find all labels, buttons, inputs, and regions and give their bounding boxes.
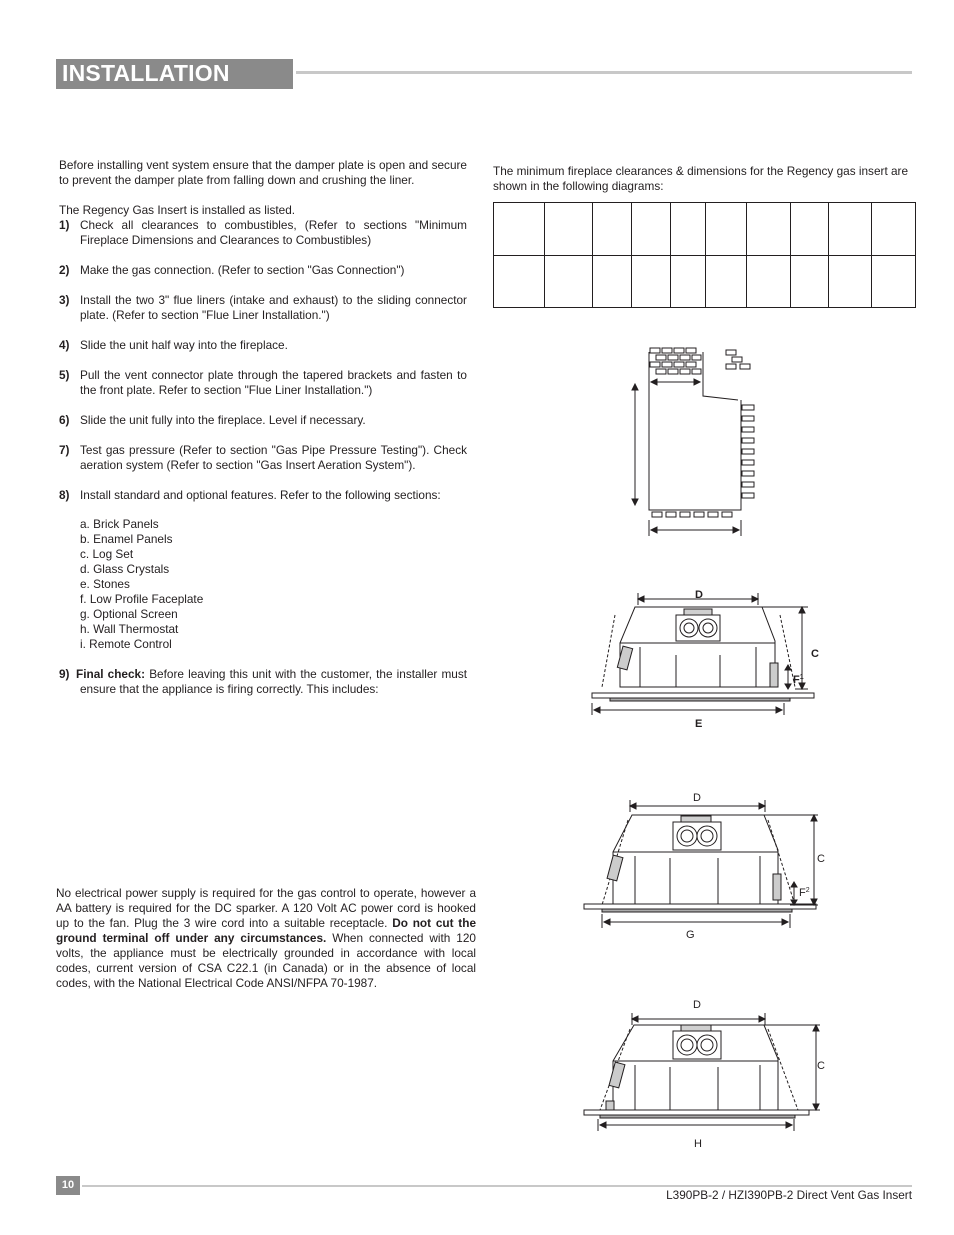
table-cell <box>747 203 791 256</box>
table-row <box>494 203 916 256</box>
step-number: 8) <box>59 488 70 502</box>
table-cell <box>872 255 916 308</box>
insert-diagram-h <box>580 997 825 1152</box>
step-number: 4) <box>59 338 70 352</box>
table-row <box>494 255 916 308</box>
footer-document-title: L390PB-2 / HZI390PB-2 Direct Vent Gas Insert <box>666 1188 912 1202</box>
step-text: Install standard and optional features. Refer to the following sections: <box>80 488 441 502</box>
step-3 <box>59 293 467 323</box>
insert-diagram-g <box>580 790 825 945</box>
clearances-intro: The minimum fireplace clearances & dimensions for the Regency gas insert are shown in the following diagrams: <box>493 164 909 193</box>
electrical-text-1: No electrical power supply is required for the gas control to operate, however a AA battery is required for the DC sparker. A 120 Volt AC power cord is hooked up to the fan. Plug the 3 wire cord into a suitable receptacle. <box>56 886 476 930</box>
table-cell <box>829 255 872 308</box>
step-9-final-check <box>59 667 467 697</box>
feature-item: g. Optional Screen <box>80 607 178 621</box>
step-number: 3) <box>59 293 70 307</box>
table-cell <box>872 203 916 256</box>
feature-item: d. Glass Crystals <box>80 562 170 576</box>
table-cell <box>791 255 829 308</box>
table-cell <box>593 255 632 308</box>
electrical-paragraph <box>56 886 476 991</box>
dim-label-f <box>799 887 810 899</box>
final-check-text: Before leaving this unit with the customer, the installer must ensure that the appliance is firing correctly. This includes: <box>80 667 468 696</box>
page-title: INSTALLATION <box>62 60 230 86</box>
feature-item: h. Wall Thermostat <box>80 622 179 636</box>
step-5 <box>59 368 467 398</box>
step-number: 1) <box>59 218 70 232</box>
table-cell <box>747 255 791 308</box>
dim-label-f-letter: F <box>799 887 806 899</box>
step-2 <box>59 263 467 278</box>
step-1 <box>59 218 467 248</box>
step-7 <box>59 443 467 473</box>
step-text: Check all clearances to combustibles, (Refer to sections "Minimum Fireplace Dimensions and Clearances to Combustibles) <box>80 218 467 247</box>
electrical-text-2: When connected with 120 volts, the appliance must be electrically grounded in accordance with local codes, current version of CSA C22.1 (in Canada) or in the absence of local codes, with the National Electrical Code ANSI/NFPA 70-1987. <box>56 931 476 990</box>
electrical-warning: Do not cut the ground terminal off under any circumstances. <box>56 916 476 945</box>
step-text: Test gas pressure (Refer to section "Gas Pipe Pressure Testing"). Check aeration system (Refer to section "Gas Insert Aeration System"). <box>80 443 467 472</box>
feature-item: c. Log Set <box>80 547 134 561</box>
step-number: 9) <box>59 667 70 681</box>
dimensions-table <box>493 202 916 308</box>
table-cell <box>545 203 593 256</box>
step-8 <box>59 488 467 503</box>
step-4 <box>59 338 467 353</box>
table-cell <box>706 203 747 256</box>
header-rule <box>296 71 912 74</box>
table-cell <box>494 255 545 308</box>
step-number: 7) <box>59 443 70 457</box>
table-cell <box>545 255 593 308</box>
dim-label-h: H <box>694 1138 702 1150</box>
step-text: Pull the vent connector plate through the tapered brackets and fasten to the front plate. Refer to section "Flue Liner Installation.") <box>80 368 467 397</box>
dim-label-e: E <box>695 718 703 730</box>
table-cell <box>494 203 545 256</box>
step-text: Slide the unit half way into the fireplace. <box>80 338 288 352</box>
table-cell <box>671 203 706 256</box>
dim-label-d: D <box>693 792 701 804</box>
installed-as-listed: The Regency Gas Insert is installed as listed. <box>59 203 296 217</box>
dim-label-c: C <box>817 1060 825 1072</box>
step-number: 5) <box>59 368 70 382</box>
table-cell <box>593 203 632 256</box>
feature-item: f. Low Profile Faceplate <box>80 592 204 606</box>
dim-label-c: C <box>817 853 825 865</box>
dim-label-f-sup: 2 <box>805 887 810 894</box>
step-text: Make the gas connection. (Refer to section "Gas Connection") <box>80 263 405 277</box>
dim-label-g: G <box>686 929 695 941</box>
final-check-label: Final check: <box>76 667 146 681</box>
step-number: 2) <box>59 263 70 277</box>
dim-label-f-sup: 1 <box>799 674 804 681</box>
step-text: Install the two 3" flue liners (intake and exhaust) to the sliding connector plate. (Refer to section "Flue Liner Installation.") <box>80 293 467 322</box>
feature-item: b. Enamel Panels <box>80 532 173 546</box>
step-number: 6) <box>59 413 70 427</box>
dim-label-c: C <box>811 648 819 660</box>
feature-item: i. Remote Control <box>80 637 172 651</box>
page-number: 10 <box>61 1179 75 1191</box>
dim-label-d: D <box>693 999 701 1011</box>
dim-label-d: D <box>695 589 703 601</box>
table-cell <box>671 255 706 308</box>
table-cell <box>829 203 872 256</box>
table-cell <box>706 255 747 308</box>
footer-rule <box>82 1185 912 1187</box>
table-cell <box>632 255 671 308</box>
feature-item: e. Stones <box>80 577 130 591</box>
insert-diagram-e <box>590 585 825 735</box>
step-6 <box>59 413 467 428</box>
intro-paragraph: Before installing vent system ensure that the damper plate is open and secure to prevent the damper plate from falling down and crushing the liner. <box>59 158 467 187</box>
table-cell <box>791 203 829 256</box>
dim-label-f-letter: F <box>793 674 800 686</box>
table-cell <box>632 203 671 256</box>
fireplace-plan-diagram <box>620 340 770 545</box>
feature-item: a. Brick Panels <box>80 517 159 531</box>
step-text: Slide the unit fully into the fireplace. Level if necessary. <box>80 413 366 427</box>
